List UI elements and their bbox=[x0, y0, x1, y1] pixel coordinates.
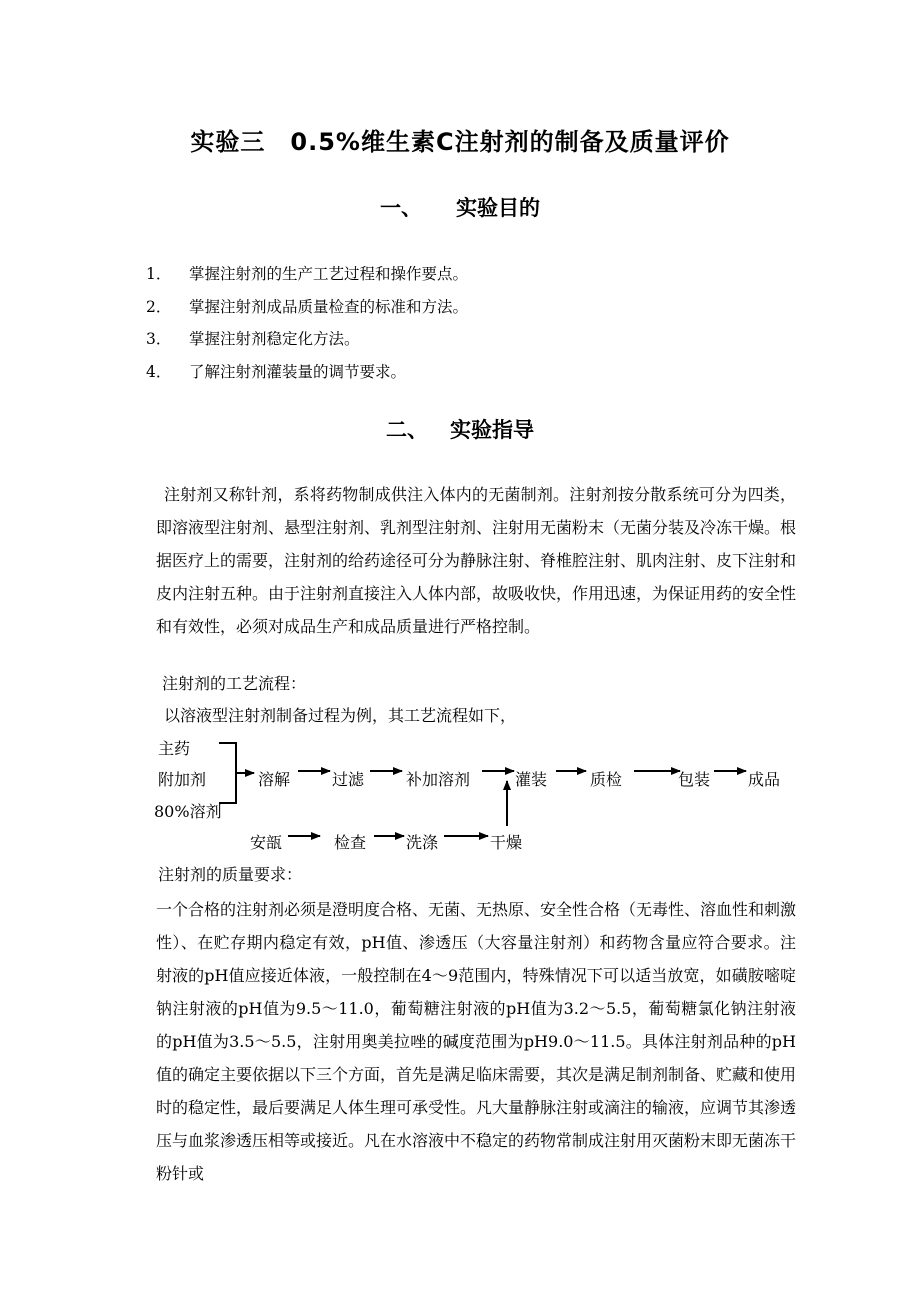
section-title: 实验目的 bbox=[456, 196, 540, 220]
flow-step-pack: 包装 bbox=[678, 770, 711, 789]
input-bracket bbox=[219, 743, 236, 803]
flow-step-fill: 灌装 bbox=[515, 770, 548, 789]
list-item-number: 3． bbox=[146, 330, 172, 348]
quality-paragraph: 一个合格的注射剂必须是澄明度合格、无菌、无热原、安全性合格（无毒性、溶血性和刺激性）、在贮存期内稳定有效，pH值、渗透压（大容量注射剂）和药物含量应符合要求。注射液的pH值应接近体液，一般控制在4～9范围内，特殊情况下可以适当放宽，如磺胺嘧啶钠注射液的pH值为9.5～11.0，葡萄糖注射液的pH值为3.2～5.5，葡萄糖氯化钠注射液的pH值为3.5～5.5，注射用奥美拉唑的碱度范围为pH9.0～11.5。具体注射剂品种的pH值的确定主要依据以下三个方面，首先是满足临床需要，其次是满足制剂制备、贮藏和使用时的稳定性，最后要满足人体生理可承受性。凡大量静脉注射或滴注的输液，应调节其渗透压与血浆渗透压相等或接近。凡在水溶液中不稳定的药物常制成注射用灭菌粉末即无菌冻干粉针或 bbox=[156, 900, 797, 1183]
section-title: 实验指导 bbox=[450, 418, 534, 442]
document-title: 实验三 0.5%维生素C注射剂的制备及质量评价 bbox=[190, 128, 730, 156]
list-item-number: 2． bbox=[146, 297, 172, 316]
flow-step-dissolve: 溶解 bbox=[258, 770, 291, 789]
list-item-text: 掌握注射剂的生产工艺过程和操作要点。 bbox=[189, 265, 469, 283]
section-number: 一、 bbox=[380, 196, 422, 220]
quality-heading: 注射剂的质量要求： bbox=[158, 865, 303, 884]
process-intro: 以溶液型注射剂制备过程为例，其工艺流程如下， bbox=[164, 706, 517, 725]
flow-branch-wash: 洗涤 bbox=[406, 833, 439, 852]
list-item-text: 了解注射剂灌装量的调节要求。 bbox=[189, 362, 407, 381]
process-heading: 注射剂的工艺流程： bbox=[162, 674, 307, 693]
flow-branch-dry: 干燥 bbox=[490, 833, 523, 852]
flow-step-filter: 过滤 bbox=[332, 770, 365, 789]
flow-input-additive: 附加剂 bbox=[158, 770, 207, 789]
flow-step-qc: 质检 bbox=[590, 770, 623, 789]
list-item-text: 掌握注射剂成品质量检查的标准和方法。 bbox=[189, 297, 469, 316]
list-item-text: 掌握注射剂稳定化方法。 bbox=[189, 330, 360, 348]
flow-input-solvent: 80%溶剂 bbox=[154, 802, 222, 821]
list-item-number: 4． bbox=[146, 362, 172, 381]
section-number: 二、 bbox=[386, 418, 428, 442]
flow-input-api: 主药 bbox=[158, 739, 191, 758]
flow-step-add-solvent: 补加溶剂 bbox=[406, 770, 471, 789]
flow-branch-ampoule: 安瓿 bbox=[250, 833, 283, 852]
intro-paragraph: 注射剂又称针剂，系将药物制成供注入体内的无菌制剂。注射剂按分散系统可分为四类，即溶液型注射剂、悬型注射剂、乳剂型注射剂、注射用无菌粉末（无菌分装及冷冻干燥。根据医疗上的需要，注射剂的给药途径可分为静脉注射、脊椎腔注射、肌肉注射、皮下注射和皮内注射五种。由于注射剂直接注入人体内部，故吸收快，作用迅速，为保证用药的安全性和有效性，必须对成品生产和成品质量进行严格控制。 bbox=[156, 485, 797, 636]
flow-step-product: 成品 bbox=[748, 770, 781, 789]
list-item-number: 1． bbox=[146, 265, 172, 283]
flow-branch-inspect: 检查 bbox=[334, 833, 367, 852]
